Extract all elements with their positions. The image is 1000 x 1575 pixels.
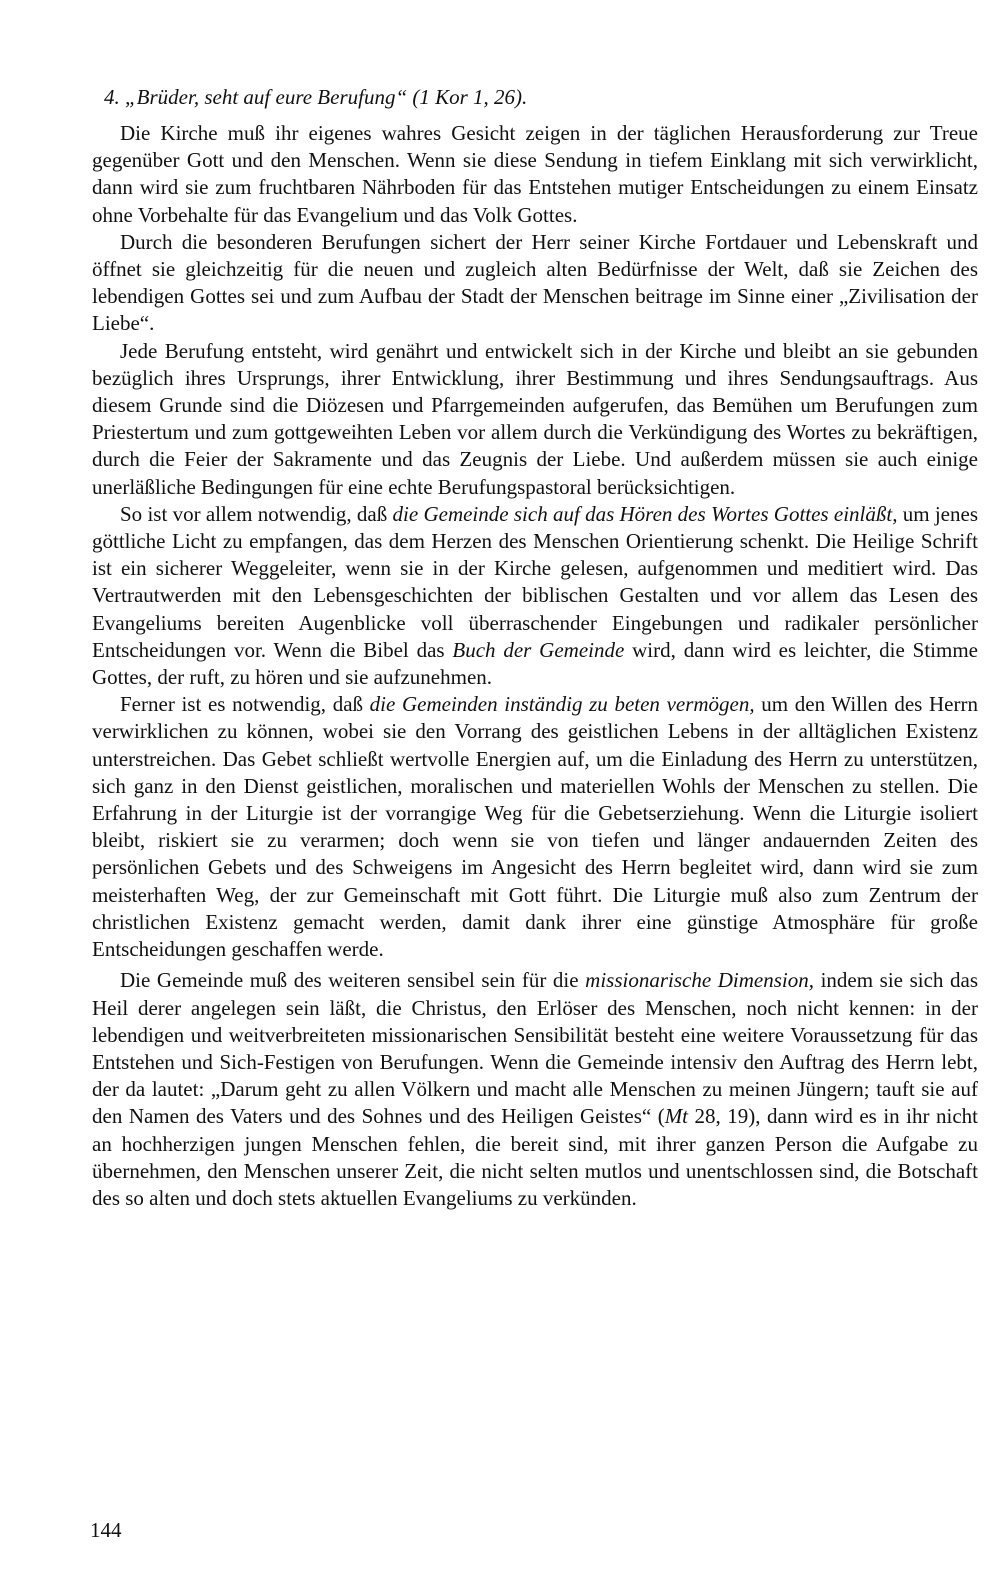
paragraph-text: um jenes göttliche Licht zu empfangen, das dem Herzen des Menschen Orientierung schenkt. Die Heilige Schrift ist ein sicherer Weggeleiter, wenn sie in der Kirche gelesen, aufgenommen und meditiert wird. Das Vertrautwerden mit den Lebensgeschichten der biblischen Gestalten und vor allem das Lesen des Evangeliums bereiten Augenblicke voll überraschender Eingebungen und radikaler persönlicher Entscheidungen vor. Wenn die Bibel das xyxy=(92,501,978,662)
paragraph-text: Ferner ist es notwendig, daß xyxy=(120,692,370,717)
emphasis-text: Mt xyxy=(664,1104,689,1129)
paragraph-text: Durch die besonderen Berufungen sichert der Herr seiner Kirche Fortdauer und Lebenskraft und öffnet sie gleichzeitig für die neuen und zugleich alten Bedürfnisse der Welt, daß sie Zeichen des lebendigen Gottes sei und zum Aufbau der Stadt der Menschen beitrage im Sinne einer „Zivilisation der Liebe“. xyxy=(92,229,978,336)
emphasis-text: die Gemeinden inständig zu beten vermögen, xyxy=(369,692,755,717)
page-number: 144 xyxy=(90,1518,122,1542)
paragraph-text: wird, dann wird es leichter, die Stimme Gottes, der ruft, zu hören und sie aufzunehmen. xyxy=(92,637,978,690)
paragraph-text: So ist vor allem notwendig, daß xyxy=(120,501,393,526)
paragraph-text: Die Gemeinde muß des weiteren sensibel sein für die xyxy=(120,968,586,993)
paragraph-text: Die Kirche muß ihr eigenes wahres Gesicht zeigen in der täglichen Herausforderung zur Treue gegenüber Gott und den Menschen. Wenn sie diese Sendung in tiefem Einklang mit sich verwirklicht, dann wird sie zum fruchtbaren Nährboden für das Entstehen mutiger Entscheidungen zu einem Einsatz ohne Vorbehalte für das Evangelium und das Volk Gottes. xyxy=(92,121,978,227)
paragraph-text: indem sie sich das Heil derer angelegen sein läßt, die Christus, den Erlöser des Menschen, noch nicht kennen: in der lebendigen und weitverbreiteten missionarischen Sensibilität besteht eine weitere Voraussetzung für das Entstehen und Sich-Festigen von Berufungen. Wenn die Gemeinde intensiv den Auftrag des Herrn lebt, der da lautet: „Darum geht zu allen Völkern und macht alle Menschen zu meinen Jüngern; tauft sie auf den Namen des Vaters und des Sohnes und des Heiligen Geistes“ ( xyxy=(92,968,978,1129)
paragraph xyxy=(92,229,978,338)
paragraph xyxy=(92,338,978,501)
paragraph-text: Jede Berufung entsteht, wird genährt und entwickelt sich in der Kirche und bleibt an sie gebunden bezüglich ihres Ursprungs, ihrer Entwicklung, ihrer Bestimmung und ihres Sendungsauftrags. Aus diesem Grunde sind die Diözesen und Pfarrgemeinden aufgerufen, das Bemühen um Berufungen zum Priestertum und zum gottgeweihten Leben vor allem durch die Verkündigung des Wortes zu bekräftigen, durch die Feier der Sakramente und das Zeugnis der Liebe. Und außerdem müssen sie auch einige unerläßliche Bedingungen für eine echte Berufungspastoral berücksichtigen. xyxy=(92,338,978,499)
paragraph xyxy=(92,691,978,963)
emphasis-text: Buch der Gemeinde xyxy=(452,637,625,662)
paragraph-text: um den Willen des Herrn verwirklichen zu können, wobei sie den Vorrang des geistlichen Lebens in der alltäglichen Existenz unterstreichen. Das Gebet schließt wertvolle Energien auf, um die Einladung des Herrn zu unterstützen, sich ganz in den Dienst geistlichen, moralischen und materiellen Wohls der Menschen zu stellen. Die Erfahrung in der Liturgie ist der vorrangige Weg für die Gebetserziehung. Wenn die Liturgie isoliert bleibt, riskiert sie zu verarmen; doch wenn sie von tiefen und länger andauernden Zeiten des persönlichen Gebets und des Schweigens im Angesicht des Herrn begleitet wird, dann wird sie zum meisterhaften Weg, der zur Gemeinschaft mit Gott führt. Die Liturgie muß also zum Zentrum der christlichen Existenz gemacht werden, damit dank ihrer eine günstige Atmosphäre für große Entscheidungen geschaffen werde. xyxy=(92,692,978,962)
paragraph xyxy=(92,120,978,229)
paragraph xyxy=(92,501,978,691)
paragraph xyxy=(92,967,978,1212)
paragraph-text: 28, 19), dann wird es in ihr nicht an hochherzigen jungen Menschen fehlen, die bereit sind, mit ihrer ganzen Person die Aufgabe zu übernehmen, den Menschen unserer Zeit, die nicht selten mutlos und unentschlossen sind, die Botschaft des so alten und doch stets aktuellen Evangeliums zu verkünden. xyxy=(92,1104,978,1210)
emphasis-text: missionarische Dimension, xyxy=(585,968,814,993)
section-heading: 4. „Brüder, seht auf eure Berufung“ (1 Kor 1, 26). xyxy=(104,85,528,109)
body-text xyxy=(92,82,978,1212)
emphasis-text: die Gemeinde sich auf das Hören des Wortes Gottes einläßt, xyxy=(392,501,898,526)
